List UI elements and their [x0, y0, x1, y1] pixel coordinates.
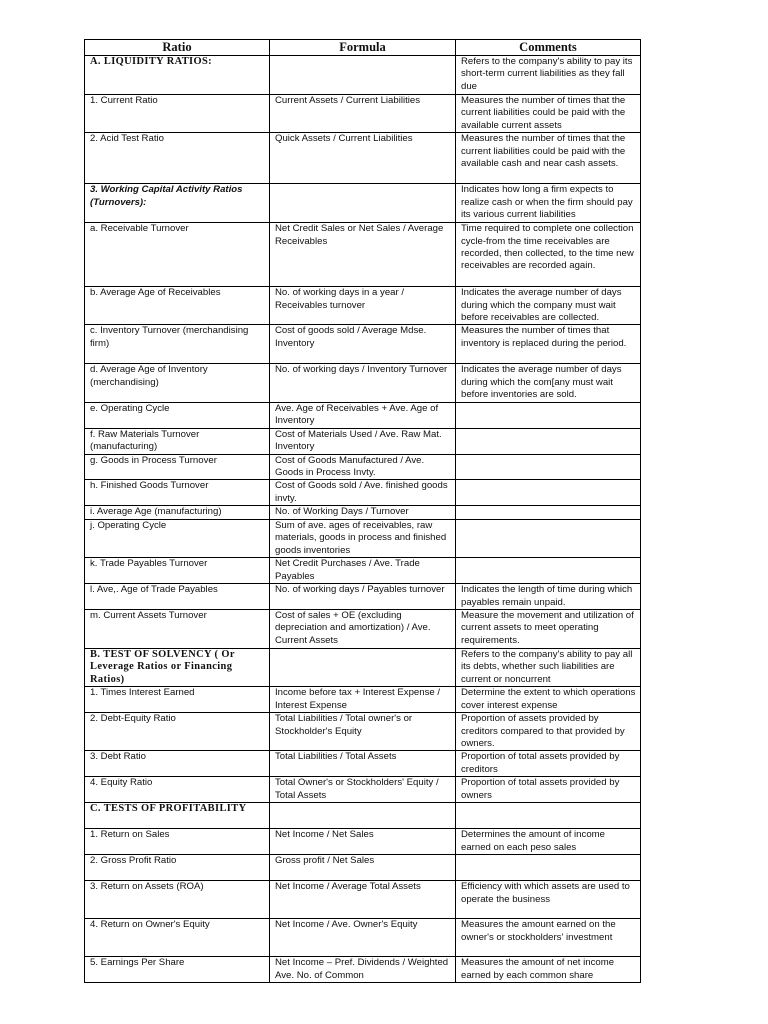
table-row: [85, 558, 641, 584]
comment-cell: [456, 454, 641, 480]
formula-cell: Current Assets / Current Liabilities: [270, 95, 456, 133]
comment-cell: Refers to the company's ability to pay its short-term current liabilities as they fall due: [456, 56, 641, 95]
ratio-cell: 1. Return on Sales: [85, 829, 270, 855]
ratio-cell: k. Trade Payables Turnover: [85, 558, 270, 584]
table-row: [85, 519, 641, 557]
ratio-cell: i. Average Age (manufacturing): [85, 506, 270, 519]
comment-cell: [456, 855, 641, 881]
table-row: [85, 364, 641, 402]
ratio-cell: 2. Acid Test Ratio: [85, 133, 270, 184]
formula-cell: Income before tax + Interest Expense / Interest Expense: [270, 687, 456, 713]
ratio-cell: B. TEST OF SOLVENCY ( Or Leverage Ratios or Financing Ratios): [85, 648, 270, 686]
comment-cell: [456, 519, 641, 557]
table-row: [85, 777, 641, 803]
formula-cell: Net Credit Purchases / Ave. Trade Payables: [270, 558, 456, 584]
formula-cell: Cost of Materials Used / Ave. Raw Mat. Inventory: [270, 428, 456, 454]
ratio-cell: c. Inventory Turnover (merchandising firm): [85, 325, 270, 364]
formula-cell: [270, 648, 456, 686]
table-row: [85, 584, 641, 610]
section-header-row: [85, 56, 641, 95]
formula-cell: [270, 56, 456, 95]
comment-cell: Proportion of total assets provided by owners: [456, 777, 641, 803]
formula-cell: Net Income / Ave. Owner's Equity: [270, 919, 456, 957]
formula-cell: Net Income / Average Total Assets: [270, 881, 456, 919]
table-row: [85, 957, 641, 983]
comment-cell: Measures the number of times that the current liabilities could be paid with the available cash and near cash assets.: [456, 133, 641, 184]
ratio-cell: l. Ave,. Age of Trade Payables: [85, 584, 270, 610]
table-row: [85, 855, 641, 881]
comment-cell: Measures the amount of net income earned by each common share: [456, 957, 641, 983]
table-row: [85, 223, 641, 287]
comment-cell: Indicates the average number of days during which the company must wait before receivables are collected.: [456, 287, 641, 325]
ratio-document-page: [84, 39, 640, 983]
formula-cell: Net Credit Sales or Net Sales / Average Receivables: [270, 223, 456, 287]
table-row: [85, 454, 641, 480]
ratio-cell: b. Average Age of Receivables: [85, 287, 270, 325]
formula-cell: No. of working days / Inventory Turnover: [270, 364, 456, 402]
table-body: [85, 56, 641, 983]
comment-cell: Indicates the length of time during which payables remain unpaid.: [456, 584, 641, 610]
comment-cell: [456, 402, 641, 428]
ratio-cell: 2. Gross Profit Ratio: [85, 855, 270, 881]
comment-cell: Refers to the company's ability to pay all its debts, whether such liabilities are current or noncurrent: [456, 648, 641, 686]
ratio-cell: A. LIQUIDITY RATIOS:: [85, 56, 270, 95]
ratio-cell: 5. Earnings Per Share: [85, 957, 270, 983]
table-row: [85, 95, 641, 133]
formula-cell: No. of working days in a year / Receivables turnover: [270, 287, 456, 325]
table-row: [85, 751, 641, 777]
section-header-row: [85, 648, 641, 686]
header-comments: Comments: [456, 40, 641, 56]
ratio-cell: f. Raw Materials Turnover (manufacturing): [85, 428, 270, 454]
formula-cell: Total Owner's or Stockholders' Equity / Total Assets: [270, 777, 456, 803]
comment-cell: Time required to complete one collection cycle-from the time receivables are recorded, then collected, to the time new receivables are recorded again.: [456, 223, 641, 287]
formula-cell: [270, 184, 456, 223]
table-row: [85, 506, 641, 519]
ratio-cell: 1. Current Ratio: [85, 95, 270, 133]
table-row: [85, 829, 641, 855]
formula-cell: Total Liabilities / Total owner's or Stockholder's Equity: [270, 713, 456, 751]
comment-cell: Determine the extent to which operations cover interest expense: [456, 687, 641, 713]
table-row: [85, 402, 641, 428]
formula-cell: Cost of Goods sold / Ave. finished goods invty.: [270, 480, 456, 506]
subsection-header-row: [85, 184, 641, 223]
comment-cell: [456, 558, 641, 584]
ratio-cell: C. TESTS OF PROFITABILITY: [85, 803, 270, 829]
table-row: [85, 287, 641, 325]
ratio-cell: 3. Working Capital Activity Ratios (Turnovers):: [85, 184, 270, 223]
ratio-cell: e. Operating Cycle: [85, 402, 270, 428]
comment-cell: Proportion of total assets provided by creditors: [456, 751, 641, 777]
comment-cell: Determines the amount of income earned on each peso sales: [456, 829, 641, 855]
formula-cell: Net Income / Net Sales: [270, 829, 456, 855]
comment-cell: Indicates how long a firm expects to realize cash or when the firm should pay its various current liabilities: [456, 184, 641, 223]
formula-cell: No. of working days / Payables turnover: [270, 584, 456, 610]
formula-cell: [270, 803, 456, 829]
ratio-cell: h. Finished Goods Turnover: [85, 480, 270, 506]
table-row: [85, 609, 641, 648]
table-row: [85, 325, 641, 364]
ratio-cell: 4. Return on Owner's Equity: [85, 919, 270, 957]
table-row: [85, 428, 641, 454]
comment-cell: Proportion of assets provided by creditors compared to that provided by owners.: [456, 713, 641, 751]
comment-cell: Efficiency with which assets are used to operate the business: [456, 881, 641, 919]
formula-cell: Net Income – Pref. Dividends / Weighted Ave. No. of Common: [270, 957, 456, 983]
ratio-cell: 3. Return on Assets (ROA): [85, 881, 270, 919]
formula-cell: Quick Assets / Current Liabilities: [270, 133, 456, 184]
formula-cell: Cost of sales + OE (excluding depreciation and amortization) / Ave. Current Assets: [270, 609, 456, 648]
formula-cell: Cost of Goods Manufactured / Ave. Goods in Process Invty.: [270, 454, 456, 480]
table-row: [85, 480, 641, 506]
header-formula: Formula: [270, 40, 456, 56]
table-row: [85, 133, 641, 184]
ratio-cell: 3. Debt Ratio: [85, 751, 270, 777]
ratio-cell: m. Current Assets Turnover: [85, 609, 270, 648]
table-row: [85, 919, 641, 957]
ratio-cell: 2. Debt-Equity Ratio: [85, 713, 270, 751]
ratio-cell: j. Operating Cycle: [85, 519, 270, 557]
table-row: [85, 687, 641, 713]
table-row: [85, 713, 641, 751]
table-row: [85, 881, 641, 919]
formula-cell: Ave. Age of Receivables + Ave. Age of Inventory: [270, 402, 456, 428]
formula-cell: No. of Working Days / Turnover: [270, 506, 456, 519]
comment-cell: Measure the movement and utilization of current assets to meet operating requirements.: [456, 609, 641, 648]
comment-cell: Indicates the average number of days during which the com[any must wait before inventories are sold.: [456, 364, 641, 402]
financial-ratios-table: [84, 39, 641, 983]
header-ratio: Ratio: [85, 40, 270, 56]
ratio-cell: g. Goods in Process Turnover: [85, 454, 270, 480]
formula-cell: Cost of goods sold / Average Mdse. Inventory: [270, 325, 456, 364]
comment-cell: Measures the amount earned on the owner's or stockholders' investment: [456, 919, 641, 957]
comment-cell: Measures the number of times that the current liabilities could be paid with the available current assets: [456, 95, 641, 133]
ratio-cell: a. Receivable Turnover: [85, 223, 270, 287]
comment-cell: [456, 803, 641, 829]
formula-cell: Sum of ave. ages of receivables, raw materials, goods in process and finished goods inventories: [270, 519, 456, 557]
ratio-cell: 4. Equity Ratio: [85, 777, 270, 803]
comment-cell: [456, 480, 641, 506]
comment-cell: [456, 506, 641, 519]
comment-cell: [456, 428, 641, 454]
ratio-cell: 1. Times Interest Earned: [85, 687, 270, 713]
ratio-cell: d. Average Age of Inventory (merchandising): [85, 364, 270, 402]
table-header-row: [85, 40, 641, 56]
formula-cell: Gross profit / Net Sales: [270, 855, 456, 881]
section-header-row: [85, 803, 641, 829]
formula-cell: Total Liabilities / Total Assets: [270, 751, 456, 777]
comment-cell: Measures the number of times that inventory is replaced during the period.: [456, 325, 641, 364]
